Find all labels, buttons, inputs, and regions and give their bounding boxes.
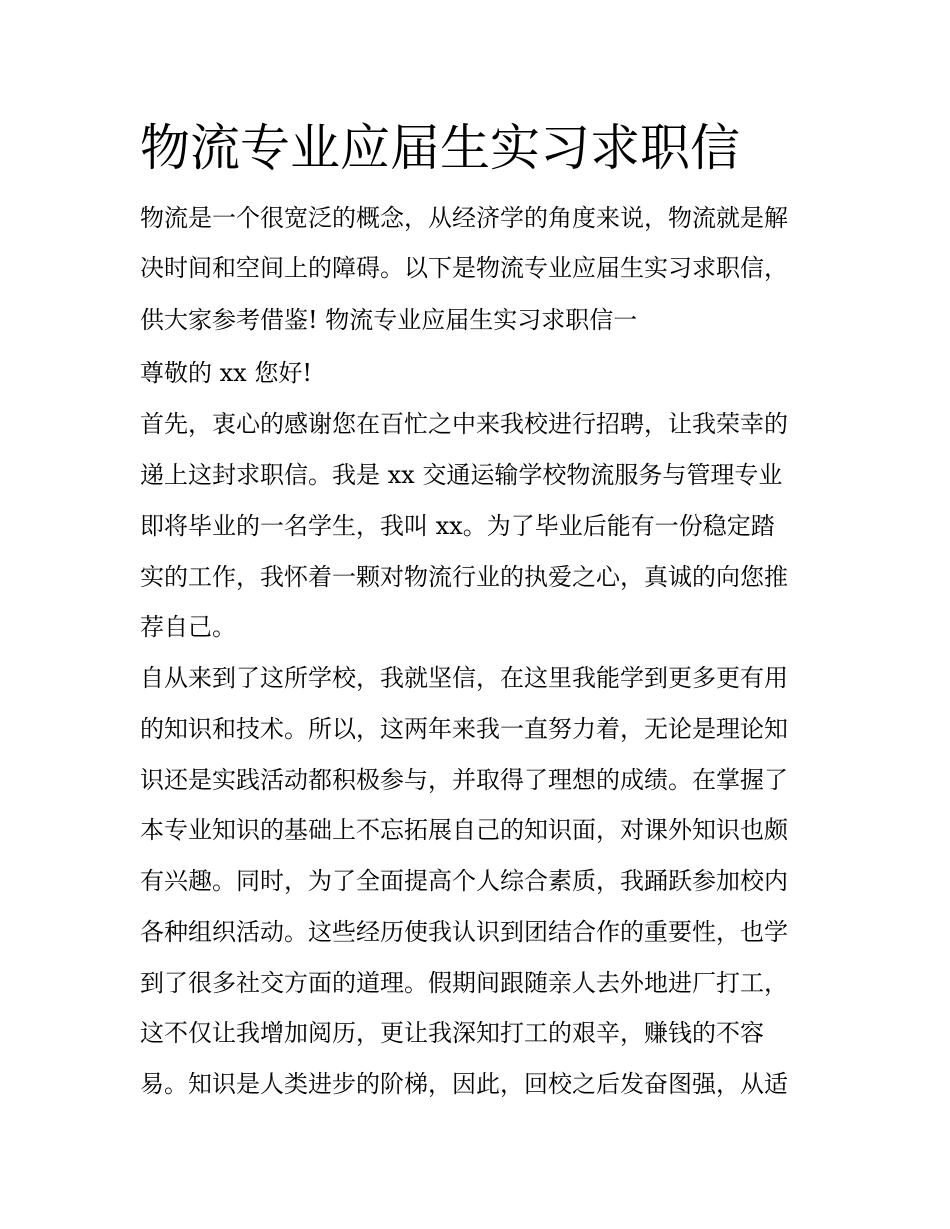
paragraph-line: 即将毕业的一名学生，我叫 xx。为了毕业后能有一份稳定踏: [140, 512, 775, 540]
paragraph-line: 荐自己。: [140, 613, 236, 641]
paragraph-line: 有兴趣。同时，为了全面提高个人综合素质，我踊跃参加校内: [140, 867, 788, 895]
paragraph-line: 自从来到了这所学校，我就坚信，在这里我能学到更多更有用: [140, 664, 788, 692]
document-title: 物流专业应届生实习求职信: [140, 119, 740, 177]
paragraph-line: 递上这封求职信。我是 xx 交通运输学校物流服务与管理专业: [140, 461, 783, 489]
paragraph-line: 易。知识是人类进步的阶梯，因此，回校之后发奋图强，从适: [140, 1070, 788, 1098]
paragraph-line: 各种组织活动。这些经历使我认识到团结合作的重要性，也学: [140, 918, 788, 946]
paragraph-line: 识还是实践活动都积极参与，并取得了理想的成绩。在掌握了: [140, 766, 788, 794]
paragraph-line: 物流是一个很宽泛的概念，从经济学的角度来说，物流就是解: [140, 204, 788, 232]
paragraph-line: 这不仅让我增加阅历，更让我深知打工的艰辛，赚钱的不容: [140, 1019, 764, 1047]
paragraph-line: 到了很多社交方面的道理。假期间跟随亲人去外地进厂打工，: [140, 969, 788, 997]
paragraph-line: 的知识和技术。所以，这两年来我一直努力着，无论是理论知: [140, 715, 788, 743]
paragraph-line: 供大家参考借鉴! 物流专业应届生实习求职信一: [140, 306, 638, 334]
paragraph-line: 本专业知识的基础上不忘拓展自己的知识面，对课外知识也颇: [140, 816, 788, 844]
paragraph-line: 实的工作，我怀着一颗对物流行业的执爱之心，真诚的向您推: [140, 563, 788, 591]
salutation-line: 尊敬的 xx 您好!: [140, 359, 312, 387]
paragraph-line: 首先，衷心的感谢您在百忙之中来我校进行招聘，让我荣幸的: [140, 410, 788, 438]
paragraph-line: 决时间和空间上的障碍。以下是物流专业应届生实习求职信，: [140, 254, 788, 282]
